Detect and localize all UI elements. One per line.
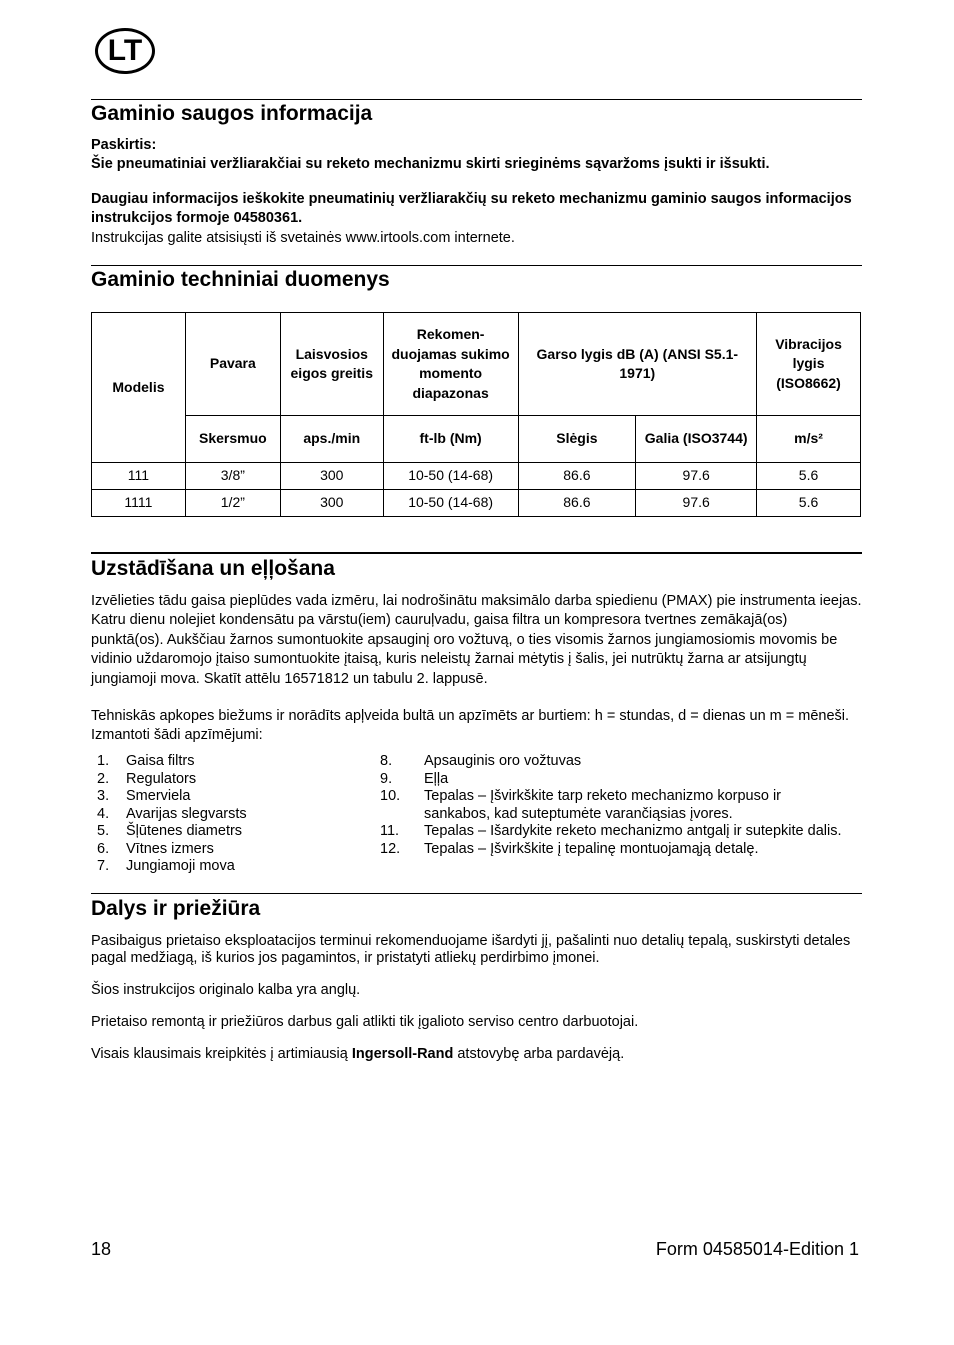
- header-drive: Pavara: [185, 313, 280, 416]
- download-text: Instrukcijas galite atsisiųsti iš svetainės www.irtools.com internete.: [91, 230, 515, 246]
- table-cell: 1111: [92, 490, 186, 517]
- disposal-text: Pasibaigus prietaiso eksploatacijos terminui rekomenduojame išardyti jį, pašalinti nuo detalių tepalą, suskirstyti detales pagal medžiagą, iš kurios jos pagamintos, ir pristatyti atliekų perdirbimo įmonei.: [91, 933, 851, 966]
- language-badge: LT: [95, 28, 155, 74]
- list-item: 2. Regulators: [97, 770, 197, 787]
- header-torque: Rekomen-duojamas sukimo momento diapazonas: [383, 313, 518, 416]
- list-item: 9. Eļļa: [380, 770, 449, 787]
- header-free-speed: Laisvosios eigos greitis: [280, 313, 383, 416]
- table-cell: 5.6: [757, 463, 861, 490]
- brand-name: Ingersoll-Rand: [351, 1046, 454, 1062]
- header-model: Modelis: [92, 313, 186, 463]
- table-row: [92, 490, 861, 517]
- unit-drive: Skersmuo: [185, 416, 280, 463]
- contact-text: Visais klausimais kreipkitės į artimiausią Ingersoll-Rand atstovybę arba pardavėją.: [91, 1046, 625, 1062]
- table-cell: 300: [280, 490, 383, 517]
- list-item: 12. Tepalas – Įšvirkškite į tepalinę montuojamąją detalę.: [380, 840, 759, 857]
- table-cell: 86.6: [518, 490, 636, 517]
- purpose-text: Šie pneumatiniai veržliarakčiai su reketo mechanizmu skirti srieginėms sąvaržoms įsukti ir išsukti.: [91, 156, 770, 172]
- section-rule: [91, 552, 862, 554]
- legend-list-right: [380, 753, 850, 858]
- table-cell: 1/2”: [185, 490, 280, 517]
- maintenance-text: Tehniskās apkopes biežums ir norādīts apļveida bultā un apzīmēts ar burtiem: h = stundas, d = dienas un m = mēneši. Izmantoti šādi apzīmējumi:: [91, 708, 850, 744]
- table-cell: 86.6: [518, 463, 636, 490]
- table-cell: 111: [92, 463, 186, 490]
- section-title-installation: Uzstādīšana un eļļošana: [91, 557, 335, 580]
- table-cell: 10-50 (14-68): [383, 463, 518, 490]
- section-title-parts: Dalys ir priežiūra: [91, 897, 261, 920]
- unit-vibration: m/s²: [757, 416, 861, 463]
- spec-table: [91, 312, 861, 517]
- form-number: Form 04585014-Edition 1: [655, 1239, 859, 1259]
- header-sound: Garso lygis dB (A) (ANSI S5.1-1971): [518, 313, 757, 416]
- section-rule: [91, 265, 862, 266]
- list-item: 10. Tepalas – Įšvirkškite tarp reketo mechanizmo korpuso ir sankabos, kad suteptumėte varančiąsias įvores.: [380, 788, 782, 822]
- table-cell: 300: [280, 463, 383, 490]
- table-cell: 97.6: [636, 490, 757, 517]
- purpose-label: Paskirtis:: [91, 137, 157, 153]
- service-text: Prietaiso remontą ir priežiūros darbus gali atlikti tik įgalioto serviso centro darbuotojai.: [91, 1014, 639, 1030]
- header-vibration: Vibracijos lygis (ISO8662): [757, 313, 861, 416]
- table-cell: 97.6: [636, 463, 757, 490]
- list-item: 8. Apsauginis oro vožtuvas: [380, 753, 582, 769]
- list-item: 11. Tepalas – Išardykite reketo mechanizmo antgalį ir sutepkite dalis.: [380, 823, 842, 839]
- table-cell: 3/8”: [185, 463, 280, 490]
- original-language-text: Šios instrukcijos originalo kalba yra anglų.: [91, 982, 361, 998]
- list-item: 7. Jungiamoji mova: [97, 858, 235, 874]
- list-item: 5. Šļūtenes diametrs: [97, 823, 243, 839]
- section-rule: [91, 893, 862, 894]
- list-item: 4. Avarijas slegvarsts: [97, 805, 247, 822]
- table-cell: 10-50 (14-68): [383, 490, 518, 517]
- unit-speed: aps./min: [280, 416, 383, 463]
- list-item: 3. Smerviela: [97, 788, 191, 804]
- list-item: 6. Vītnes izmers: [97, 840, 214, 857]
- unit-torque: ft-lb (Nm): [383, 416, 518, 463]
- list-item: 1. Gaisa filtrs: [97, 753, 195, 769]
- unit-power: Galia (ISO3744): [636, 416, 757, 463]
- section-title-specs: Gaminio techniniai duomenys: [91, 268, 390, 291]
- legend-list-left: [97, 753, 367, 876]
- section-title-safety: Gaminio saugos informacija: [91, 102, 373, 125]
- table-row: [92, 463, 861, 490]
- table-cell: 5.6: [757, 490, 861, 517]
- section-rule: [91, 99, 862, 100]
- page-number: 18: [91, 1239, 112, 1259]
- installation-text: Izvēlieties tādu gaisa pieplūdes vada izmēru, lai nodrošinātu maksimālo darba spiedienu (PMAX) pie instrumenta ieejas. Katru dienu nolejiet kondensātu pa vārstu(iem) cauruļvadu, gaisa filtra un kompresora tvertnes zemākajā(os) punktā(os). Aukščiau žarnos sumontuokite apsauginį oro vožtuvą, o ties visomis žarnos jungiamosiomis movomis be vidinio uždaromojo įtaiso sumontuokite įtaisą, kuris neleistų žarnai mėtytis į šalis, jei nutrūktų žarna ar atsijungtų jungiamoji mova. Skatīt attēlu 16571812 un tabulu 2. lappusē.: [91, 593, 862, 687]
- unit-pressure: Slėgis: [518, 416, 636, 463]
- more-info-text: Daugiau informacijos ieškokite pneumatinių veržliarakčių su reketo mechanizmu gaminio saugos informacijos instrukcijos formoje 04580361.: [91, 191, 852, 227]
